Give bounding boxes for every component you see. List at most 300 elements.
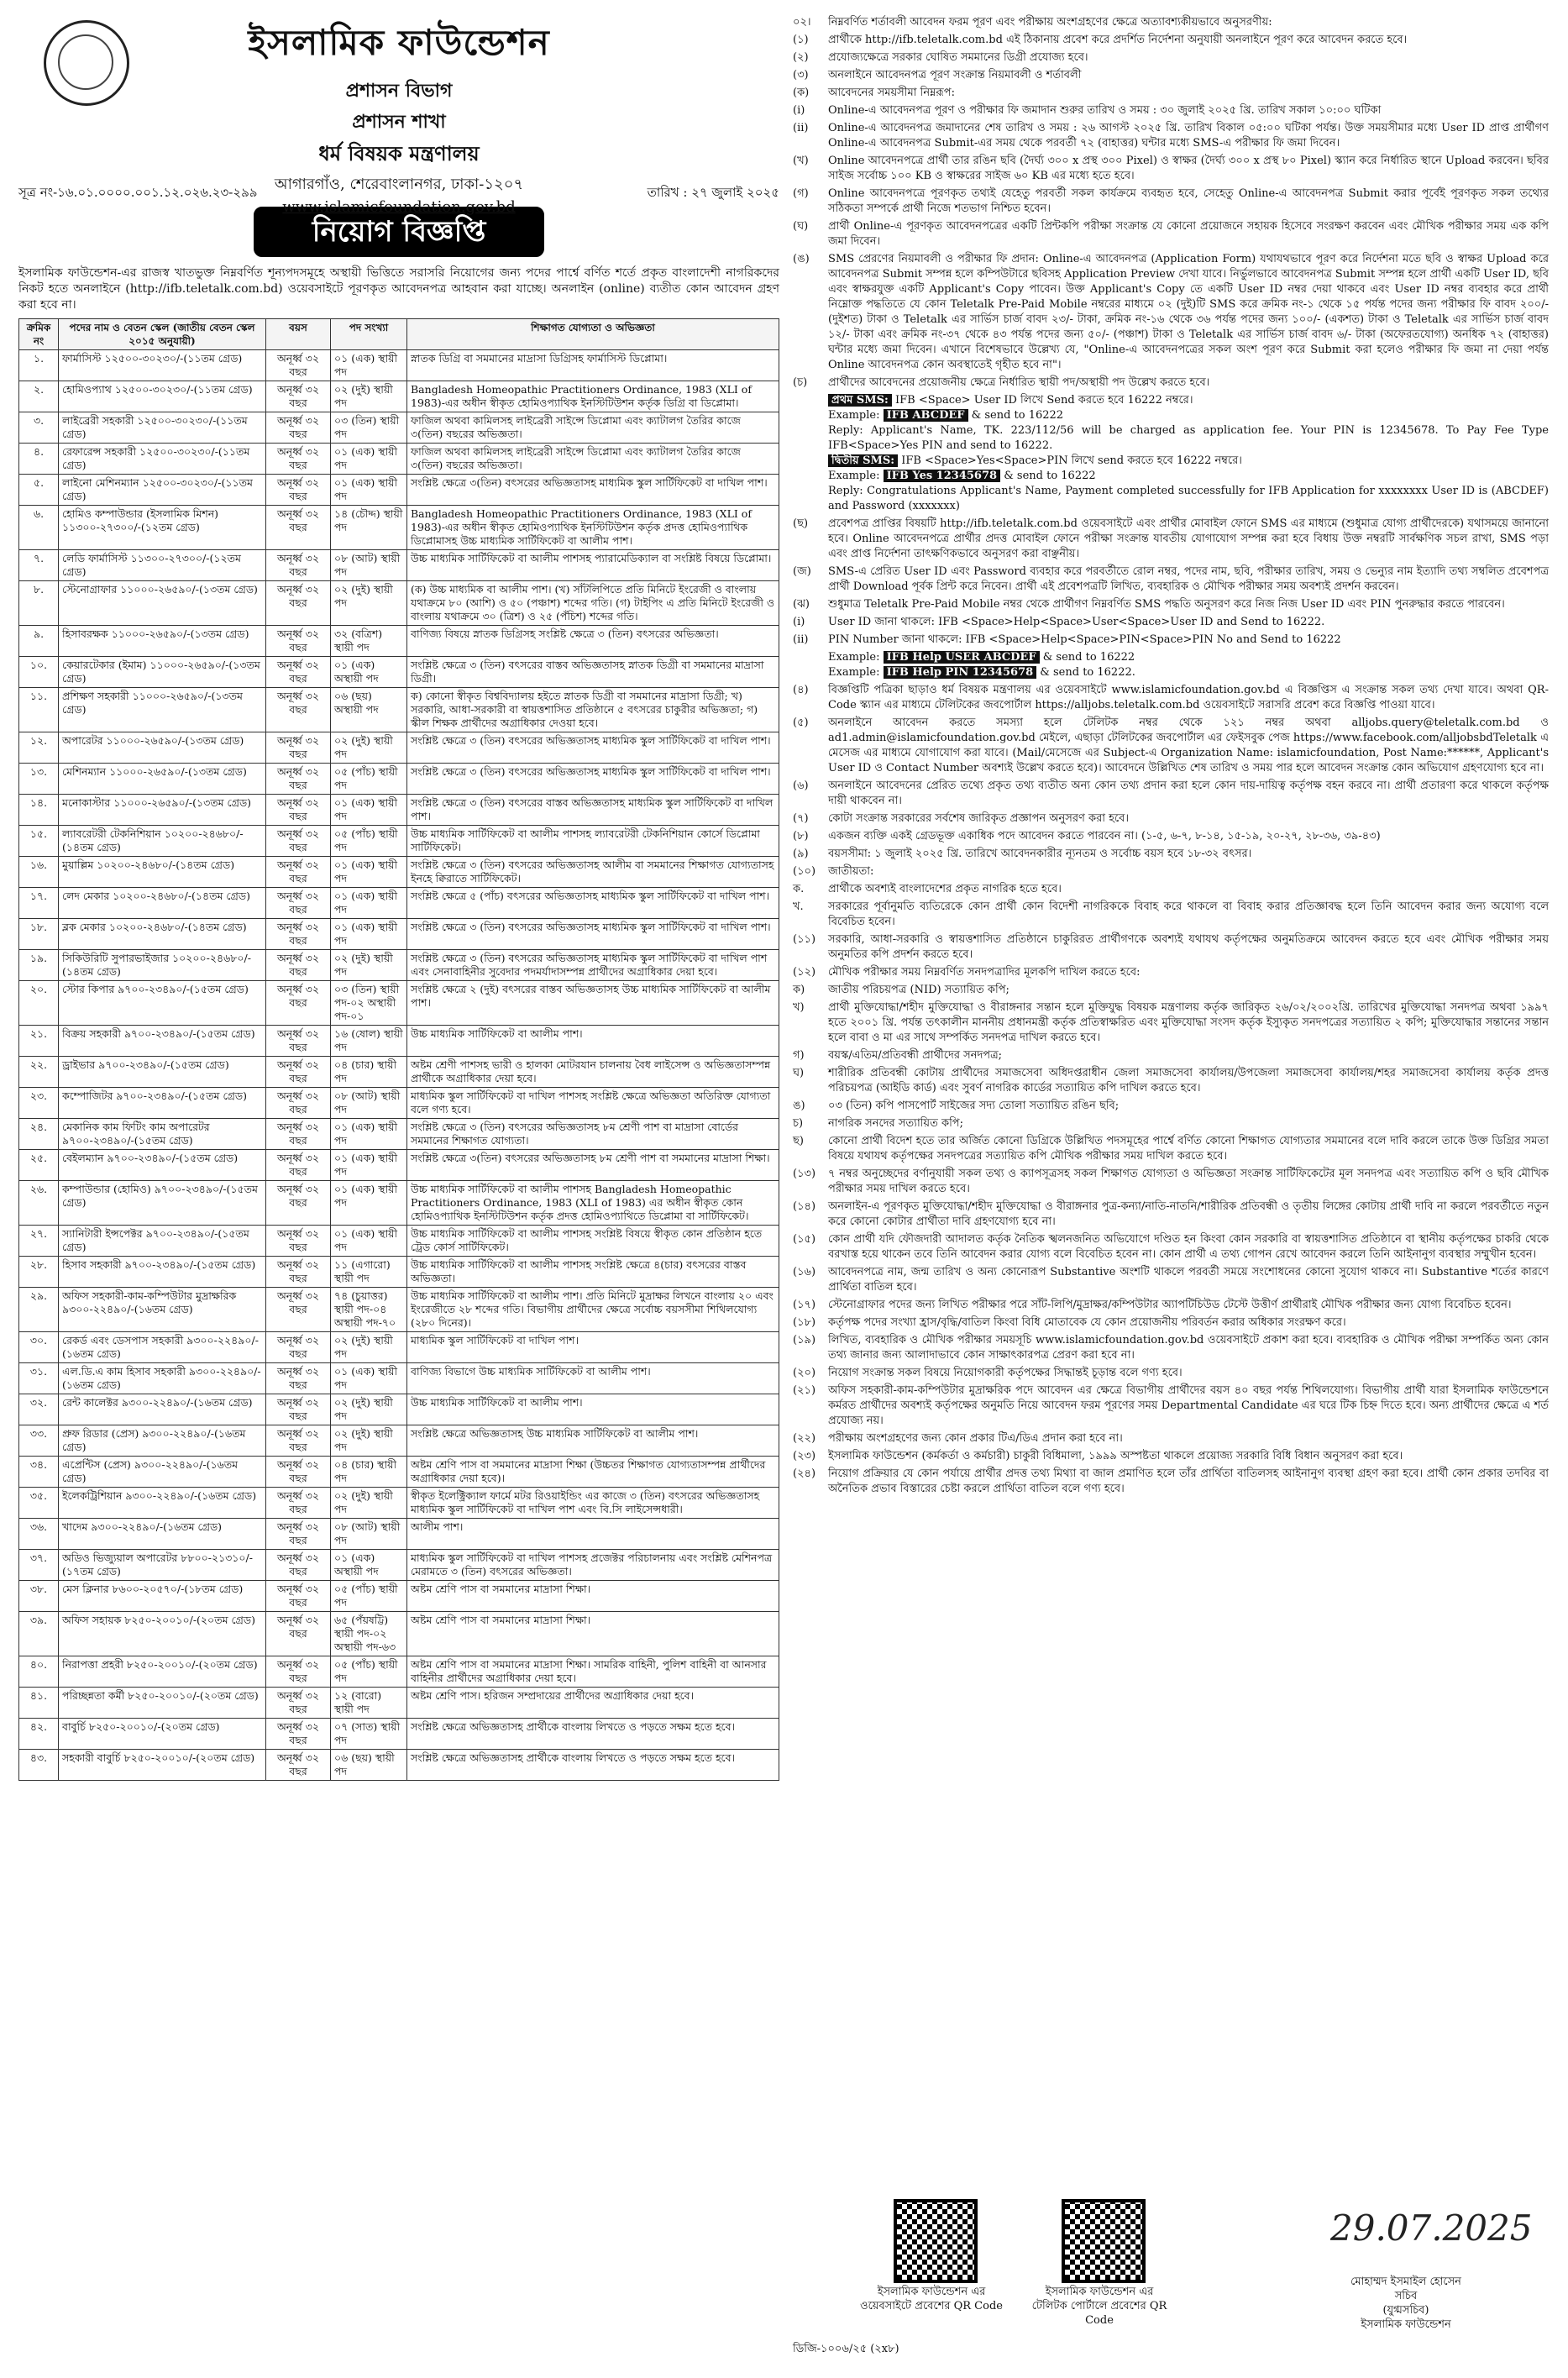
row-serial: ২৫. — [19, 1150, 59, 1181]
example1-code: IFB ABCDEF — [884, 409, 968, 422]
row-age: অনূর্ধ্ব ৩২ বছর — [266, 981, 331, 1026]
row-age: অনূর্ধ্ব ৩২ বছর — [266, 688, 331, 732]
row-post: মেকানিক কাম ফিটিং কাম অপারেটর ৯৭০০-২৩৪৯০/-(১৫তম গ্রেড) — [59, 1119, 266, 1150]
rule-number: (২) — [793, 51, 809, 64]
rule-text: ৭ নম্বর অনুচ্ছেদের বর্ণানুযায়ী সকল তথ্য ও ক্যাপসূত্রসহ সকল শিক্ষাগত যোগ্যতা ও অভিজ্ঞতা সংক্রান্ত সার্টিফিকেটের মূল সনদপত্র এবং সত্যায়িত কপি ও ছবি মৌখিক পরীক্ষার সময় দাখিল করতে হবে। — [828, 1168, 1549, 1195]
rule-text: একজন ব্যক্তি একই গ্রেডভূক্ত একাধিক পদে আবেদন করতে পারবেন না। (১-৫, ৬-৭, ৮-১৪, ১৫-১৯, ২০-২৭, ২৮-৩৬, ৩৯-৪৩) — [828, 830, 1381, 843]
table-row — [19, 1150, 779, 1181]
rule-item — [793, 965, 1549, 980]
rule-item — [793, 15, 1549, 30]
signatory-org: ইসলামিক ফাউন্ডেশন — [1361, 2318, 1451, 2331]
rule-item — [793, 121, 1549, 151]
rule-number: (৩) — [793, 69, 809, 81]
rule-number: (ছ) — [793, 517, 809, 530]
row-post: বেইলম্যান ৯৭০০-২৩৪৯০/-(১৫তম গ্রেড) — [59, 1150, 266, 1181]
rule-text: অনলাইন-এ পূরণকৃত মুক্তিযোদ্ধা/শহীদ মুক্তিযোদ্ধা ও বীরাঙ্গনার পুত্র-কন্যা/নাতি-নাতনি/শারীরিক প্রতিবন্ধী ও তৃতীয় লিঙ্গের কোটায় প্রার্থী দাবি না করলে পরবর্তীতে নতুন করে কোনো কোটার প্রার্থীতা দাবি গ্রহণযোগ্য হবে না। — [828, 1200, 1549, 1228]
issue-date: তারিখ : ২৭ জুলাই ২০২৫ — [647, 185, 779, 200]
row-serial: ১২. — [19, 732, 59, 764]
row-serial: ২১. — [19, 1026, 59, 1057]
row-qualification: ফাজিল অথবা কামিলসহ লাইব্রেরী সাইন্সে ডিপ্লোমা এবং ক্যাটালগ তৈরির কাজে ৩(তিন) বছরের অভিজ্ঞতা। — [407, 444, 779, 475]
row-count: ১৪ (চৌদ্দ) স্থায়ী পদ — [331, 506, 407, 550]
row-post: স্যানিটারী ইন্সপেক্টর ৯৭০০-২৩৪৯০/-(১৫তম গ্রেড) — [59, 1226, 266, 1257]
rule-item — [793, 1265, 1549, 1295]
row-post: ফার্মাসিস্ট ১২৫০০-৩০২৩০/-(১১তম গ্রেড) — [59, 350, 266, 381]
rule-text: বয়সসীমা: ১ জুলাই ২০২৫ খ্রি. তারিখে আবেদনকারীর ন্যূনতম ও সর্বোচ্চ বয়স হবে ১৮-৩২ বৎসর। — [828, 848, 1252, 860]
rule-item — [793, 1199, 1549, 1230]
help-ex2-code: IFB Help PIN 12345678 — [884, 666, 1037, 679]
row-post: ব্লক মেকার ১০২০০-২৪৬৮০/-(১৪তম গ্রেড) — [59, 919, 266, 950]
row-age: অনূর্ধ্ব ৩২ বছর — [266, 444, 331, 475]
rule-number: ছ) — [793, 1135, 804, 1147]
table-row — [19, 732, 779, 764]
header — [18, 15, 779, 216]
table-row — [19, 381, 779, 412]
row-age: অনূর্ধ্ব ৩২ বছর — [266, 550, 331, 581]
sms-first-text: IFB <Space> User ID লিখে Send করতে হবে 16222 নম্বরে। — [894, 394, 1193, 407]
rule-number: (১৪) — [793, 1200, 816, 1213]
table-row — [19, 981, 779, 1026]
rule-number: (গ) — [793, 187, 809, 200]
teletalk-qr-icon[interactable] — [1062, 2199, 1146, 2283]
row-serial: ৪১. — [19, 1688, 59, 1719]
row-qualification: সংশ্লিষ্ট ক্ষেত্রে ২ (দুই) বৎসরের বাস্তব অভিজ্ঞতাসহ উচ্চ মাধ্যমিক সার্টিফিকেট বা আলীম পাশ। — [407, 981, 779, 1026]
notice-banner: নিয়োগ বিজ্ঞপ্তি — [254, 207, 544, 257]
row-serial: ১৭. — [19, 888, 59, 919]
footer-code: ডিজি-১০০৬/২৫ (২x৮) — [793, 2343, 899, 2355]
rule-text: সরকারি, আধা-সরকারি ও স্বায়ত্তশাসিত প্রতিষ্ঠানে চাকুরিরত প্রার্থীগণকে অবশ্যই যথাযথ কর্তৃপক্ষের অনুমতিক্রমে আবেদন করতে হবে এবং মৌখিক পরীক্ষার সময় অনুমতির কপি প্রদর্শন করতে হবে। — [828, 933, 1549, 961]
row-post: প্রুফ রিডার (প্রেস) ৯৩০০-২২৪৯০/-(১৬তম গ্রেড) — [59, 1425, 266, 1457]
row-post: স্টেনোগ্রাফার ১১০০০-২৬৫৯০/-(১৩তম গ্রেড) — [59, 581, 266, 626]
row-qualification: স্বীকৃত ইলেক্ট্রিক্যাল ফার্মে মটর রিওয়াইন্ডিং এর কাজে ৩ (তিন) বৎসরের অভিজ্ঞতাসহ মাধ্যমিক স্কুল সার্টিফিকেট বা দাখিল পাশ এবং বি.সি লাইসেন্সধারী। — [407, 1488, 779, 1519]
row-count: ০১ (এক) স্থায়ী পদ — [331, 1119, 407, 1150]
row-count: ০৬ (ছয়) অস্থায়ী পদ — [331, 688, 407, 732]
rule-item — [793, 1000, 1549, 1046]
row-serial: ৪৩. — [19, 1750, 59, 1781]
ref-number: সূত্র নং-১৬.০১.০০০০.০০১.১২.০২৬.২৩-২৯৯ — [18, 185, 258, 200]
rule-item — [793, 86, 1549, 101]
table-row — [19, 581, 779, 626]
row-serial: ৩৭. — [19, 1550, 59, 1581]
signature-block — [1314, 2275, 1498, 2332]
rule-item — [793, 33, 1549, 48]
row-count: ০১ (এক) স্থায়ী পদ — [331, 1363, 407, 1394]
table-row — [19, 826, 779, 857]
table-row — [19, 1550, 779, 1581]
rule-text: প্রার্থী Online-এ পূরণকৃত আবেদনপত্রের একটি প্রিন্টকপি পরীক্ষা সংক্রান্ত যে কোনো প্রয়োজনে সহায়ক হিসেবে সংরক্ষণ করবেন এবং মৌখিক পরীক্ষার সময় এক কপি জমা দিবেন। — [828, 220, 1549, 248]
row-age: অনূর্ধ্ব ৩২ বছর — [266, 1581, 331, 1612]
table-row — [19, 1656, 779, 1688]
rule-number: ঙ) — [793, 1100, 805, 1112]
table-row — [19, 1581, 779, 1612]
rule-number: (২৪) — [793, 1467, 816, 1480]
row-count: ০১ (এক) স্থায়ী পদ — [331, 1181, 407, 1226]
row-post: অডিও ভিজ্যুয়াল অপারেটর ৮৮০০-২১৩১০/-(১৭তম গ্রেড) — [59, 1550, 266, 1581]
row-count: ০৫ (পাঁচ) স্থায়ী পদ — [331, 826, 407, 857]
row-post: হিসাবরক্ষক ১১০০০-২৬৫৯০/-(১৩তম গ্রেড) — [59, 626, 266, 657]
row-count: ৭৪ (চুয়াত্তর) স্থায়ী পদ-০৪ অস্থায়ী পদ-৭০ — [331, 1288, 407, 1332]
row-post: লেদ মেকার ১০২০০-২৪৬৮০/-(১৪তম গ্রেড) — [59, 888, 266, 919]
rule-item — [793, 932, 1549, 963]
vacancy-table — [18, 318, 779, 1781]
row-post: রেকর্ড এবং ডেসপাস সহকারী ৯৩০০-২২৪৯০/-(১৬তম গ্রেড) — [59, 1332, 266, 1363]
row-post: এপ্রেন্টিস (প্রেস) ৯৩০০-২২৪৯০/-(১৬তম গ্রেড) — [59, 1457, 266, 1488]
rule-number: (ii) — [793, 633, 809, 646]
rule-text: বয়স্ক/এতিম/প্রতিবন্ধী প্রার্থীদের সনদপত্র; — [828, 1049, 1003, 1062]
row-serial: ২৮. — [19, 1257, 59, 1288]
rule-item — [793, 1298, 1549, 1313]
rule-item — [793, 1167, 1549, 1197]
rule-number: ক. — [793, 883, 805, 895]
row-serial: ১. — [19, 350, 59, 381]
row-serial: ১০. — [19, 657, 59, 688]
row-count: ০২ (দুই) স্থায়ী পদ — [331, 732, 407, 764]
rule-item — [793, 779, 1549, 809]
row-count: ০১ (এক) স্থায়ী পদ — [331, 1226, 407, 1257]
website-qr-icon[interactable] — [894, 2199, 978, 2283]
rule-text: ইসলামিক ফাউন্ডেশন (কর্মকর্তা ও কর্মচারী) চাকুরী বিধিমালা, ১৯৯৯ অস্পষ্টতা থাকলে প্রয়োজ্য সরকারি বিধি বিধান অনুসরণ করা হবে। — [828, 1450, 1403, 1462]
row-serial: ২. — [19, 381, 59, 412]
row-age: অনূর্ধ্ব ৩২ বছর — [266, 1612, 331, 1656]
conditions — [793, 15, 1549, 1497]
row-count: ০৫ (পাঁচ) স্থায়ী পদ — [331, 1656, 407, 1688]
row-serial: ১৫. — [19, 826, 59, 857]
rule-number: (১৭) — [793, 1299, 816, 1311]
row-qualification: উচ্চ মাধ্যমিক সার্টিফিকেট বা আলীম পাশ। — [407, 1394, 779, 1425]
row-age: অনূর্ধ্ব ৩২ বছর — [266, 732, 331, 764]
row-serial: ৮. — [19, 581, 59, 626]
rule-text: SMS-এ প্রেরিত User ID এবং Password ব্যবহার করে পরবর্তীতে রোল নম্বর, পদের নাম, ছবি, পরীক্ষার তারিখ, সময় ও ভেন্যুর নাম ইত্যাদি তথ্য সম্বলিত প্রবেশপত্র প্রার্থী Download পূর্বক প্রিন্ট করে নিবেন। প্রার্থী এই প্রবেশপত্রটি লিখিত, ব্যবহারিক ও মৌখিক পরীক্ষার সময় অবশ্যই প্রদর্শন করবেন। — [828, 565, 1549, 593]
help-ex2-tail: & send to 16222. — [1040, 666, 1135, 679]
rule-item — [793, 1099, 1549, 1114]
signatory-note: (যুগ্মসচিব) — [1382, 2304, 1429, 2317]
row-qualification: উচ্চ মাধ্যমিক সার্টিফিকেট বা আলীম পাশসহ সংশ্লিষ্ট ক্ষেত্রে ৪(চার) বৎসরের বাস্তব অভিজ্ঞতা। — [407, 1257, 779, 1288]
table-row — [19, 857, 779, 888]
rule-text: PIN Number জানা থাকলে: IFB <Space>Help<Space>PIN<Space>PIN No and Send to 16222 — [828, 633, 1341, 646]
rule-text: অনলাইনে আবেদনের প্রেরিত তথ্যে প্রকৃত তথ্য ব্যতীত অন্য কোন তথ্য প্রদান করা হলে কোন দায়-দায়িত্ব কর্তৃপক্ষ বহন করবে না। প্রার্থী প্রতারণা করে থাকলে কর্তৃপক্ষ দায়ী থাকবেন না। — [828, 780, 1549, 807]
row-count: ০৮ (আট) স্থায়ী পদ — [331, 550, 407, 581]
row-count: ০৬ (ছয়) স্থায়ী পদ — [331, 1750, 407, 1781]
rule-number: (৬) — [793, 780, 809, 792]
rule-item — [793, 811, 1549, 827]
rule-text: সরকারের পূর্বানুমতি ব্যতিরেকে কোন প্রার্থী কোন বিদেশী নাগরিককে বিবাহ করে থাকলে বা বিবাহ করার প্রতিজ্ঞাবদ্ধ হলে তিনি আবেদন করার জন্য অযোগ্য বলে বিবেচিত হবেন। — [828, 900, 1549, 928]
rule-number: (জ) — [793, 565, 811, 578]
table-row — [19, 1257, 779, 1288]
row-qualification: অষ্টম শ্রেণি পাস বা সমমানের মাদ্রাসা শিক্ষা (উচ্চতর শিক্ষাগত যোগ্যতাসম্পন্ন প্রার্থীদের অগ্রাধিকার দেয়া হবে)। — [407, 1457, 779, 1488]
row-post: মেস ক্লিনার ৮৬০০-২০৫৭০/-(১৮তম গ্রেড) — [59, 1581, 266, 1612]
rule-number: (চ) — [793, 376, 808, 389]
rule-text: অফিস সহকারী-কাম-কম্পিউটার মুদ্রাক্ষরিক পদে আবেদন এর ক্ষেত্রে বিভাগীয় প্রার্থীদের বয়স ৪০ বছর পর্যন্ত শিথিলযোগ্য। বিভাগীয় প্রার্থী যারা ইসলামিক ফাউন্ডেশনে কর্মরত প্রার্থীদের অবশ্যই কর্তৃপক্ষের অনুমতি নিয়ে আবেদন ফরম পূরণের সময় Departmental Candidate এর ঘরে টিক চিহ্ন দিতে হবে। অন্য প্রার্থীদের ক্ষেত্রে এ শর্ত প্রযোজ্য নয়। — [828, 1384, 1549, 1427]
rule-text: স্টেনোগ্রাফার পদের জন্য লিখিত পরীক্ষার পরে সাঁট-লিপি/মুদ্রাক্ষর/কম্পিউটার অ্যাপটিচিউড টেস্টে উত্তীর্ণ প্রার্থীরাই মৌখিক পরীক্ষার জন্য যোগ্য বিবেচিত হবেন। — [828, 1299, 1512, 1311]
row-post: অফিস সহকারী-কাম-কম্পিউটার মুদ্রাক্ষরিক ৯৩০০-২২৪৯০/-(১৬তম গ্রেড) — [59, 1288, 266, 1332]
table-row — [19, 412, 779, 444]
row-serial: ৩. — [19, 412, 59, 444]
rule-item — [793, 829, 1549, 844]
rule-item — [793, 1116, 1549, 1131]
row-post: বিক্রয় সহকারী ৯৭০০-২৩৪৯০/-(১৫তম গ্রেড) — [59, 1026, 266, 1057]
table-row — [19, 950, 779, 981]
row-qualification: সংশ্লিষ্ট ক্ষেত্রে ৩ (তিন) বৎসরের অভিজ্ঞতাসহ মাধ্যমিক স্কুল সার্টিফিকেট বা দাখিল পাশ এবং সেনাবাহিনীর সুবেদার পদমর্যাদাসম্পন্ন প্রার্থীদের অগ্রাধিকার দেয়া হবে। — [407, 950, 779, 981]
row-post: রেফারেন্স সহকারী ১২৫০০-৩০২৩০/-(১১তম গ্রেড) — [59, 444, 266, 475]
row-serial: ১৩. — [19, 764, 59, 795]
row-age: অনূর্ধ্ব ৩২ বছর — [266, 1394, 331, 1425]
row-post: এল.ডি.এ কাম হিসাব সহকারী ৯৩০০-২২৪৯০/-(১৬তম গ্রেড) — [59, 1363, 266, 1394]
row-post: ড্রাইভার ৯৭০০-২৩৪৯০/-(১৫তম গ্রেড) — [59, 1057, 266, 1088]
row-count: ০২ (দুই) স্থায়ী পদ — [331, 581, 407, 626]
rule-text: Online আবেদনপত্রে প্রার্থী তার রঙিন ছবি (দৈর্ঘ্য ৩০০ x প্রস্থ ৩০০ Pixel) ও স্বাক্ষর (দৈর্ঘ্য ৩০০ x প্রস্থ ৮০ Pixel) স্ক্যান করে নির্ধারিত স্থানে Upload করবেন। ছবির সাইজ সর্বোচ্চ ১০০ KB ও স্বাক্ষরের সাইজ ৬০ KB এর মধ্যে হতে হবে। — [828, 155, 1549, 182]
row-count: ০২ (দুই) স্থায়ী পদ — [331, 950, 407, 981]
rule-number: গ) — [793, 1049, 805, 1062]
row-age: অনূর্ধ্ব ৩২ বছর — [266, 1750, 331, 1781]
row-age: অনূর্ধ্ব ৩২ বছর — [266, 626, 331, 657]
table-row — [19, 626, 779, 657]
rule-item — [793, 1048, 1549, 1063]
rule-text: লিখিত, ব্যবহারিক ও মৌখিক পরীক্ষার সময়সূচি www.islamicfoundation.gov.bd ওয়েবসাইটে প্রকাশ করা হবে। ব্যবহারিক ও মৌখিক পরীক্ষা সম্পর্কিত অন্য কোন তথ্য জানার জন্য আলাদাভাবে কোন সাক্ষাৎকারপত্র প্রেরণ করা হবে না। — [828, 1334, 1549, 1362]
row-count: ১১ (এগারো) স্থায়ী পদ — [331, 1257, 407, 1288]
row-age: অনূর্ধ্ব ৩২ বছর — [266, 506, 331, 550]
row-age: অনূর্ধ্ব ৩২ বছর — [266, 1488, 331, 1519]
row-serial: ৩৫. — [19, 1488, 59, 1519]
row-post: হোমিওপ্যাথ ১২৫০০-৩০২৩০/-(১১তম গ্রেড) — [59, 381, 266, 412]
rule-number: (ক) — [793, 87, 810, 99]
rule-number: (১৩) — [793, 1168, 816, 1180]
row-age: অনূর্ধ্ব ৩২ বছর — [266, 657, 331, 688]
row-count: ০১ (এক) স্থায়ী পদ — [331, 475, 407, 506]
rule-number: (ঙ) — [793, 253, 810, 265]
row-age: অনূর্ধ্ব ৩২ বছর — [266, 350, 331, 381]
table-row — [19, 444, 779, 475]
row-serial: ১৮. — [19, 919, 59, 950]
row-age: অনূর্ধ্ব ৩২ বছর — [266, 475, 331, 506]
row-count: ০৫ (পাঁচ) স্থায়ী পদ — [331, 764, 407, 795]
row-age: অনূর্ধ্ব ৩২ বছর — [266, 1181, 331, 1226]
row-count: ০৮ (আট) স্থায়ী পদ — [331, 1088, 407, 1119]
branch-name: প্রশাসন শাখা — [352, 111, 446, 133]
rule-text: নাগরিক সনদের সত্যায়িত কপি; — [828, 1117, 963, 1130]
row-count: ০৪ (চার) স্থায়ী পদ — [331, 1457, 407, 1488]
table-row — [19, 688, 779, 732]
rule-number: (ii) — [793, 122, 809, 134]
sms-second-text: IFB <Space>Yes<Space>PIN লিখে send করতে হবে 16222 নম্বরে। — [901, 454, 1242, 467]
row-serial: ৩৬. — [19, 1519, 59, 1550]
row-qualification: বাণিজ্য বিষয়ে স্নাতক ডিগ্রিসহ সংশ্লিষ্ট ক্ষেত্রে ৩ (তিন) বৎসরের অভিজ্ঞতা। — [407, 626, 779, 657]
example1-tail: & send to 16222 — [971, 409, 1064, 422]
row-serial: ৯. — [19, 626, 59, 657]
row-serial: ৪০. — [19, 1656, 59, 1688]
row-count: ০৩ (তিন) স্থায়ী পদ-০২ অস্থায়ী পদ-০১ — [331, 981, 407, 1026]
row-post: কম্পাউন্ডার (হোমিও) ৯৭০০-২৩৪৯০/-(১৫তম গ্রেড) — [59, 1181, 266, 1226]
row-count: ০৭ (সাত) স্থায়ী পদ — [331, 1719, 407, 1750]
rule-text: জাতীয়তা: — [828, 865, 874, 878]
row-age: অনূর্ধ্ব ৩২ বছর — [266, 1288, 331, 1332]
row-count: ০১ (এক) স্থায়ী পদ — [331, 350, 407, 381]
rule-item — [793, 1366, 1549, 1381]
row-count: ০৮ (আট) স্থায়ী পদ — [331, 1519, 407, 1550]
rule-number: ০২। — [793, 16, 811, 29]
row-post: লাইব্রেরী সহকারী ১২৫০০-৩০২৩০/-(১১তম গ্রেড) — [59, 412, 266, 444]
row-post: মুয়াল্লিম ১০২০০-২৪৬৮০/-(১৪তম গ্রেড) — [59, 857, 266, 888]
rule-item — [793, 633, 1549, 648]
table-row — [19, 506, 779, 550]
row-age: অনূর্ধ্ব ৩২ বছর — [266, 1332, 331, 1363]
row-age: অনূর্ধ্ব ৩২ বছর — [266, 950, 331, 981]
row-post: কম্পোজিটর ৯৭০০-২৩৪৯০/-(১৫তম গ্রেড) — [59, 1088, 266, 1119]
table-header-row — [19, 319, 779, 350]
rule-text: প্রযোজ্যক্ষেত্রে সরকার ঘোষিত সমমানের ডিগ্রী প্রযোজ্য হবে। — [828, 51, 1088, 64]
row-post: লাইনো মেশিনম্যান ১২৫০০-৩০২৩০/-(১১তম গ্রেড) — [59, 475, 266, 506]
row-age: অনূর্ধ্ব ৩২ বছর — [266, 1226, 331, 1257]
row-count: ০২ (দুই) স্থায়ী পদ — [331, 1488, 407, 1519]
row-qualification: অষ্টম শ্রেণি পাস। হরিজন সম্প্রদায়ের প্রার্থীদের অগ্রাধিকার দেয়া হবে। — [407, 1688, 779, 1719]
org-name: ইসলামিক ফাউন্ডেশন — [248, 22, 550, 63]
row-post: কেয়ারটেকার (ইমাম) ১১০০০-২৬৫৯০/-(১৩তম গ্রেড) — [59, 657, 266, 688]
rule-text: Online আবেদনপত্রে পূরণকৃত তথ্যই যেহেতু পরবর্তী সকল কার্যক্রমে ব্যবহৃত হবে, সেহেতু Online-এ আবেদনপত্র Submit করার পূর্বেই পূরণকৃত সকল তথ্যের সঠিকতা সম্পর্কে প্রার্থী নিজে শতভাগ নিশ্চিত হবেন। — [828, 187, 1549, 215]
row-serial: ২২. — [19, 1057, 59, 1088]
example2-label: Example: — [828, 470, 880, 482]
row-count: ০১ (এক) অস্থায়ী পদ — [331, 657, 407, 688]
sms-second-label: দ্বিতীয় SMS: — [828, 454, 898, 467]
row-serial: ৩০. — [19, 1332, 59, 1363]
rule-text: কোনো প্রার্থী বিদেশ হতে তার অর্জিত কোনো ডিগ্রিকে উল্লিখিত পদসমূহের পার্শ্বে বর্ণিত কোনো শিক্ষাগত যোগ্যতার সমমানের বলে দাবি করলে তাকে উক্ত ডিগ্রির সমতা বিষয়ে যথাযথ কর্তৃপক্ষের সনদপত্রের সত্যায়িত কপি মৌখিক পরীক্ষার সময় দাখিল করতে হবে। — [828, 1135, 1549, 1163]
table-row — [19, 1119, 779, 1150]
row-count: ০৫ (পাঁচ) স্থায়ী পদ — [331, 1581, 407, 1612]
row-qualification: উচ্চ মাধ্যমিক সার্টিফিকেট বা আলীম পাশ। — [407, 1026, 779, 1057]
row-post: মনোকাস্টার ১১০০০-২৬৫৯০/-(১৩তম গ্রেড) — [59, 795, 266, 826]
rule-text: আবেদনের সময়সীমা নিম্নরূপ: — [828, 87, 955, 99]
row-serial: ২৭. — [19, 1226, 59, 1257]
rule-item — [793, 1066, 1549, 1096]
rule-number: (৪) — [793, 684, 809, 696]
left-column — [18, 15, 779, 2359]
example2-code: IFB Yes 12345678 — [884, 470, 1000, 482]
rule-number: (i) — [793, 104, 805, 117]
row-qualification: Bangladesh Homeopathic Practitioners Ordinance, 1983 (XLI of 1983)-এর অধীন স্বীকৃত হোমিওপ্যাথিক ইনস্টিটিউশন কর্তৃক ডিগ্রি বা ডিপ্লোমা। — [407, 381, 779, 412]
rule-number: (৯) — [793, 848, 809, 860]
row-post: স্টোর কিপার ৯৭০০-২৩৪৯০/-(১৫তম গ্রেড) — [59, 981, 266, 1026]
row-age: অনূর্ধ্ব ৩২ বছর — [266, 888, 331, 919]
help-ex1-label: Example: — [828, 651, 880, 664]
rule-item — [793, 1467, 1549, 1497]
row-qualification: উচ্চ মাধ্যমিক সার্টিফিকেট বা আলীম পাশ। প্রতি মিনিটে মুদ্রাক্ষর লিখনে বাংলায় ২০ এবং ইংরেজীতে ২৮ শব্দের গতি। বিভাগীয় প্রার্থীদের ক্ষেত্রে সর্বোচ্চ বয়সসীমা শিথিলযোগ্য (২৮০ দিনের)। — [407, 1288, 779, 1332]
row-serial: ৩৪. — [19, 1457, 59, 1488]
row-age: অনূর্ধ্ব ৩২ বছর — [266, 381, 331, 412]
row-count: ০২ (দুই) স্থায়ী পদ — [331, 1332, 407, 1363]
sms-first — [793, 393, 1549, 514]
table-body — [19, 350, 779, 1781]
rule-item — [793, 103, 1549, 118]
rule-item — [793, 597, 1549, 612]
example2-tail: & send to 16222 — [1004, 470, 1096, 482]
row-serial: ৩১. — [19, 1363, 59, 1394]
ref-line — [18, 183, 779, 204]
website-link[interactable]: www.islamicfoundation.gov.bd — [282, 198, 516, 216]
rule-number: (৫) — [793, 717, 809, 729]
rule-text: বিজ্ঞপ্তিটি পত্রিকা ছাড়াও ধর্ম বিষয়ক মন্ত্রণালয় এর ওয়েবসাইটে www.islamicfoundation.gov.bd এ বিজ্ঞপ্তিস এ সংক্রান্ত সকল তথ্য দেখা যাবে। অথবা QR-Code স্ক্যান এর মাধ্যমে টেলিটকের জবপোর্টাল https://alljobs.teletalk.com.bd ওয়েবসাইটে সরাসরি প্রবেশ করে বিজ্ঞপ্তি পাওয়া যাবে। — [828, 684, 1549, 711]
table-row — [19, 1057, 779, 1088]
row-count: ৩২ (বত্রিশ) স্থায়ী পদ — [331, 626, 407, 657]
row-age: অনূর্ধ্ব ৩২ বছর — [266, 1425, 331, 1457]
table-row — [19, 1519, 779, 1550]
rule-item — [793, 847, 1549, 862]
row-qualification: সংশ্লিষ্ট ক্ষেত্রে ৩ (তিন) বৎসরের অভিজ্ঞতাসহ মাধ্যমিক স্কুল সার্টিফিকেট বা দাখিল পাশ। — [407, 764, 779, 795]
row-qualification: মাধ্যমিক স্কুল সার্টিফিকেট বা দাখিল পাশসহ প্রজেক্টর পরিচালনায় এবং সংশ্লিষ্ট মেশিনপত্র মেরামতে ৩ (তিন) বৎসরের অভিজ্ঞতা। — [407, 1550, 779, 1581]
rule-number: (২০) — [793, 1367, 816, 1379]
rule-text: কর্তৃপক্ষ পদের সংখ্যা হ্রাস/বৃদ্ধি/বাতিল কিংবা বিধি মোতাবেক যে কোন প্রয়োজনীয় পরিবর্তন করার অধিকার সংরক্ষণ করে। — [828, 1316, 1346, 1329]
rule-text: কোন প্রার্থী যদি ফৌজদারী আদালত কর্তৃক নৈতিক স্খলনজনিত অভিযোগে দণ্ডিত হন কিংবা কোন সরকারি বা স্বায়ত্তশাসিত প্রতিষ্ঠানে বা স্থানীয় কর্তৃপক্ষের চাকরি থেকে বরখাস্ত হয়ে থাকেন তবে তিনি আবেদন করার যোগ্য বলে বিবেচিত হবেন না। কোন প্রার্থী এ তথ্য গোপন রেখে আবেদন করলে তিনি আইনানুগ ব্যবস্থার সম্মুখীন হবেন। — [828, 1233, 1549, 1261]
col-age: বয়স — [266, 319, 331, 350]
row-serial: ৪. — [19, 444, 59, 475]
rule-text: জাতীয় পরিচয়পত্র (NID) সত্যায়িত কপি; — [828, 984, 1009, 996]
row-serial: ২৩. — [19, 1088, 59, 1119]
table-row — [19, 1719, 779, 1750]
row-serial: ১৬. — [19, 857, 59, 888]
row-age: অনূর্ধ্ব ৩২ বছর — [266, 1150, 331, 1181]
row-age: অনূর্ধ্ব ৩২ বছর — [266, 1457, 331, 1488]
row-qualification: অষ্টম শ্রেণি পাস বা সমমানের মাদ্রাসা শিক্ষা। সামরিক বাহিনী, পুলিশ বাহিনী বা আনসার বাহিনীর প্রার্থীদের অগ্রাধিকার দেয়া হবে। — [407, 1656, 779, 1688]
rule-number: (২১) — [793, 1384, 816, 1397]
rule-text: প্রবেশপত্র প্রাপ্তির বিষয়টি http://ifb.teletalk.com.bd ওয়েবসাইটে এবং প্রার্থীর মোবাইল ফোনে SMS এর মাধ্যমে (শুধুমাত্র যোগ্য প্রার্থীদেরকে) যথাসময়ে জানানো হবে। Online আবেদনপত্রে প্রার্থীর প্রদত্ত মোবাইল ফোনে পরীক্ষা সংক্রান্ত যাবতীয় যোগাযোগ সম্পন্ন করা হবে বিধায় উক্ত নম্বরটি সার্বক্ষণিক সচল রাখা, SMS পড়া এবং প্রাপ্ত নির্দেশনা তাৎক্ষণিকভাবে অনুসরণ করা বাঞ্ছনীয়। — [828, 517, 1549, 560]
rule-number: (২৩) — [793, 1450, 816, 1462]
row-post: লেডি ফার্মাসিস্ট ১১৩০০-২৭৩০০/-(১২তম গ্রেড) — [59, 550, 266, 581]
row-qualification: বাণিজ্য বিভাগে উচ্চ মাধ্যমিক সার্টিফিকেট বা আলীম পাশ। — [407, 1363, 779, 1394]
row-count: ০২ (দুই) স্থায়ী পদ — [331, 381, 407, 412]
row-age: অনূর্ধ্ব ৩২ বছর — [266, 1519, 331, 1550]
rule-text: Online-এ আবেদনপত্র জমাদানের শেষ তারিখ ও সময় : ২৬ আগস্ট ২০২৫ খ্রি. তারিখ বিকাল ০৫:০০ ঘটিকা পর্যন্ত। উক্ত সময়সীমার মধ্যে User ID প্রাপ্ত প্রার্থীগণ Online-এ আবেদনপত্র Submit-এর সময় থেকে পরবর্তী ৭২ (বাহাত্তর) ঘন্টার মধ্যে SMS-এ পরীক্ষার ফি জমা দিবেন। — [828, 122, 1549, 150]
table-row — [19, 550, 779, 581]
row-post: প্রশিক্ষণ সহকারী ১১০০০-২৬৫৯০/-(১৩তম গ্রেড) — [59, 688, 266, 732]
rule-number: (১৬) — [793, 1266, 816, 1278]
row-qualification: Bangladesh Homeopathic Practitioners Ordinance, 1983 (XLI of 1983)-এর অধীন স্বীকৃত হোমিওপ্যাথিক ইনস্টিটিউশন কর্তৃক প্রদত্ত হোমিওপ্যাথিক ডিপ্লোমাসহ উচ্চ মাধ্যমিক সার্টিফিকেট বা আলীম পাশ। — [407, 506, 779, 550]
row-serial: ২৪. — [19, 1119, 59, 1150]
row-qualification: সংশ্লিষ্ট ক্ষেত্রে ৩(তিন) বৎসরের অভিজ্ঞতাসহ মাধ্যমিক স্কুল সার্টিফিকেট বা দাখিল পাশ। — [407, 475, 779, 506]
rule-number: ক) — [793, 984, 805, 996]
signature-scribble: 29.07.2025 — [1330, 2207, 1533, 2249]
row-serial: ৩৩. — [19, 1425, 59, 1457]
row-post: হোমিও কম্পাউন্ডার (ইসলামিক মিশন) ১১৩০০-২৭৩০০/-(১২তম গ্রেড) — [59, 506, 266, 550]
rule-item — [793, 882, 1549, 897]
row-count: ১৬ (ষোল) স্থায়ী পদ — [331, 1026, 407, 1057]
row-post: পরিচ্ছন্নতা কর্মী ৮২৫০-২০০১০/-(২০তম গ্রেড) — [59, 1688, 266, 1719]
row-serial: ৩৮. — [19, 1581, 59, 1612]
row-age: অনূর্ধ্ব ৩২ বছর — [266, 857, 331, 888]
rule-number: (৭) — [793, 812, 809, 825]
row-age: অনূর্ধ্ব ৩২ বছর — [266, 1656, 331, 1688]
rule-item — [793, 517, 1549, 562]
row-serial: ২০. — [19, 981, 59, 1026]
rule-item — [793, 1315, 1549, 1331]
row-age: অনূর্ধ্ব ৩২ বছর — [266, 1363, 331, 1394]
rule-number: (১৯) — [793, 1334, 816, 1346]
intro-text: ইসলামিক ফাউন্ডেশন-এর রাজস্ব খাতভুক্ত নিম্নবর্ণিত শূন্যপদসমূহে অস্থায়ী ভিত্তিতে সরাসরি নিয়োগের জন্য পদের পার্শ্বে বর্ণিত শর্তে প্রকৃত বাংলাদেশী নাগরিকদের নিকট হতে অনলাইনে (http://ifb.teletalk.com.bd) ওয়েবসাইটে পূরণকৃত আবেদনপত্র আহবান করা যাচ্ছে। অনলাইন (online) ব্যতীত কোন আবেদন গ্রহণ করা হবে না। — [18, 266, 779, 312]
row-post: নিরাপত্তা প্রহরী ৮২৫০-২০০১০/-(২০তম গ্রেড) — [59, 1656, 266, 1688]
row-age: অনূর্ধ্ব ৩২ বছর — [266, 1550, 331, 1581]
rule-item — [793, 900, 1549, 930]
rule-item — [793, 683, 1549, 713]
row-age: অনূর্ধ্ব ৩২ বছর — [266, 1119, 331, 1150]
rule-item — [793, 1431, 1549, 1446]
example1-label: Example: — [828, 409, 880, 422]
reply1: Reply: Applicant's Name, TK. 223/112/56 will be charged as application fee. Your PIN is 12345678. To Pay Fee Type IFB<Space>Yes PIN and send to 16222. — [828, 424, 1549, 452]
table-row — [19, 919, 779, 950]
row-post: অপারেটর ১১০০০-২৬৫৯০/-(১৩তম গ্রেড) — [59, 732, 266, 764]
rule-text: SMS প্রেরণের নিয়মাবলী ও পরীক্ষার ফি প্রদান: Online-এ আবেদনপত্র (Application Form) যথাযথভাবে পূরণ করে নির্দেশনা মতে ছবি ও স্বাক্ষর Upload করে আবেদনপত্র Submit সম্পন্ন হলে কম্পিউটারে ছবিসহ Application Preview দেখা যাবে। নির্ভুলভাবে আবেদনপত্র Submit সম্পন্ন হলে প্রার্থী একটি User ID, ছবি এবং স্বাক্ষরযুক্ত একটি Applicant's Copy পাবেন। উক্ত Applicant's Copy তে একটি User ID নম্বর দেয়া থাকবে এবং User ID নম্বর ব্যবহার করে প্রার্থী নিম্নোক্ত পদ্ধতিতে যে কোন Teletalk Pre-Paid Mobile নম্বরের মাধ্যমে ০২ (দুই)টি SMS করে ক্রমিক নং-১ থেকে ১৫ পর্যন্ত পদের জন্য পরীক্ষার ফি বাবদ ২০০/- (দুইশত) টাকা ও Teletalk এর সার্ভিস চার্জ বাবদ ২৩/- টাকা, ক্রমিক নং-১৬ থেকে ৩৬ পর্যন্ত পদের জন্য ১০০/- (একশত) টাকা ও Teletalk এর সার্ভিস চার্জ বাবদ ১২/- টাকা এবং ক্রমিক নং-৩৭ থেকে ৪৩ পর্যন্ত পদের জন্য ৫০/- (পঞ্চাশ) টাকা ও Teletalk এর সার্ভিস চার্জ বাবদ ৬/- টাকা (অফেরতযোগ্য) অনধিক ৭২ (বাহাত্তর) ঘন্টার মধ্যে জমা দিবেন। এখানে বিশেষভাবে উল্লেখ্য যে, "Online-এ আবেদনপত্রের সকল অংশ পূরণ করে Submit করা হলেও পরীক্ষার ফি জমা না দেয়া পর্যন্ত Online আবেদনপত্র কোন অবস্থাতেই গৃহীত হবে না"। — [828, 253, 1549, 371]
row-qualification: সংশ্লিষ্ট ক্ষেত্রে ৩ (তিন) বৎসরের অভিজ্ঞতাসহ আলীম বা সমমানের শিক্ষাগত যোগ্যতাসহ ইনহে ক্বিরাতে সার্টিফিকেট। — [407, 857, 779, 888]
row-serial: ২৬. — [19, 1181, 59, 1226]
table-row — [19, 1688, 779, 1719]
row-qualification: উচ্চ মাধ্যমিক সার্টিফিকেট বা আলীম পাশসহ ল্যাবরেটরী টেকনিশিয়ান কোর্সে ডিপ্লোমা সার্টিফিকেট। — [407, 826, 779, 857]
rule-number: (খ) — [793, 155, 809, 167]
rule-number: (ঝ) — [793, 598, 810, 611]
row-count: ০১ (এক) স্থায়ী পদ — [331, 888, 407, 919]
